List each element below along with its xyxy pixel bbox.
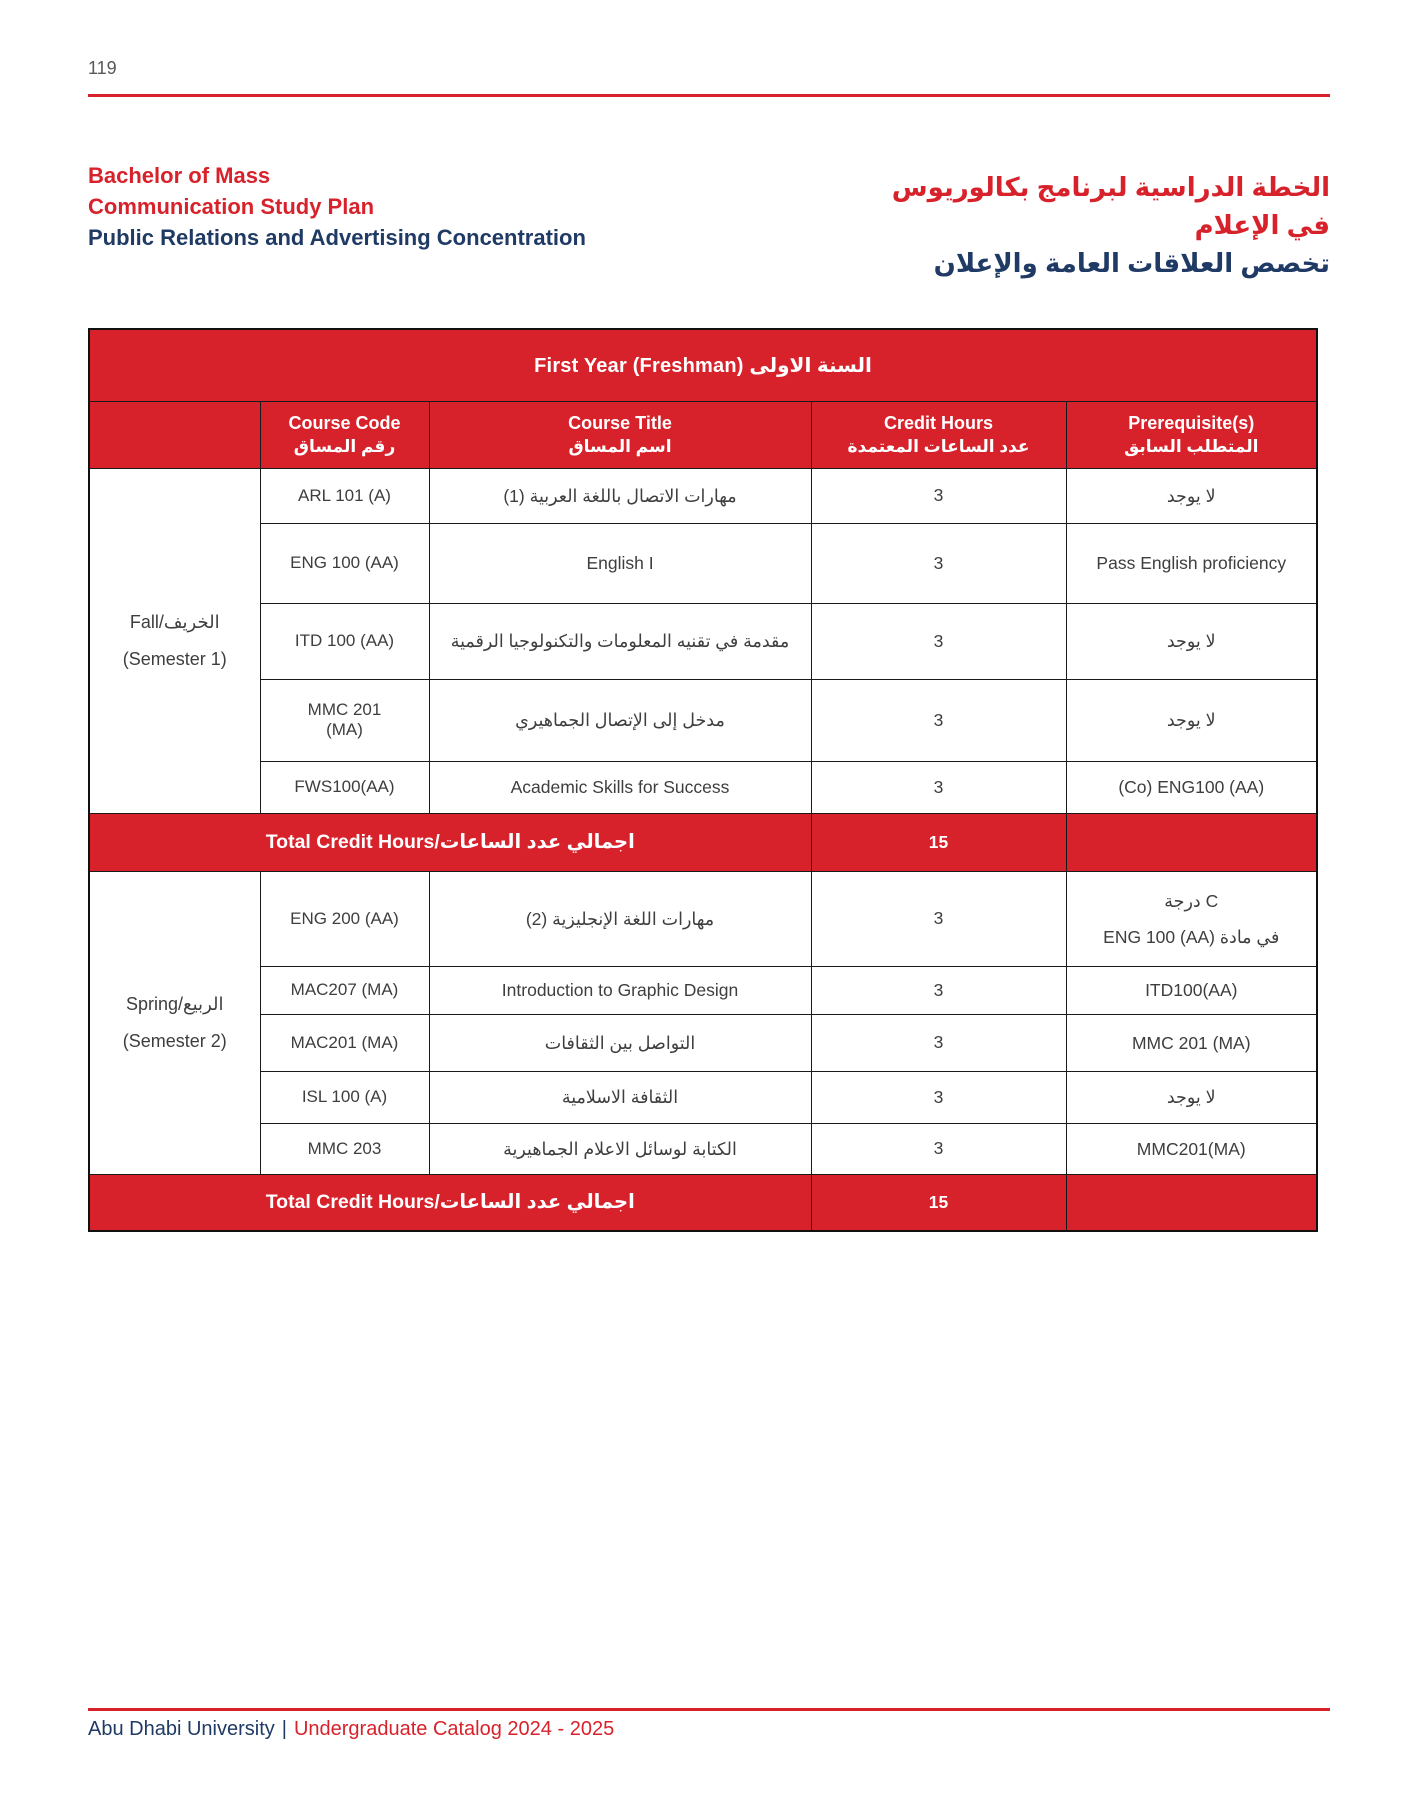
course-code-header-ar: رقم المساق bbox=[293, 436, 396, 456]
course-code-header-en: Course Code bbox=[288, 412, 401, 433]
spring-semester-label: Spring/الربيع bbox=[126, 993, 224, 1014]
course-code: ISL 100 (A) bbox=[260, 1071, 429, 1123]
column-header-prerequisites bbox=[1066, 401, 1317, 468]
course-code bbox=[260, 679, 429, 761]
fall-total-empty-cell bbox=[1066, 813, 1317, 871]
page-footer bbox=[88, 1718, 614, 1741]
table-row bbox=[89, 679, 1317, 761]
course-code-line2: (MA) bbox=[326, 720, 363, 739]
credit-hours: 3 bbox=[811, 679, 1066, 761]
prerequisite: لا يوجد bbox=[1066, 603, 1317, 679]
study-plan-heading-ar bbox=[700, 168, 1330, 282]
prerequisite-line2: في مادة ENG 100 (AA) bbox=[1103, 926, 1280, 947]
spring-total-credits: 15 bbox=[811, 1174, 1066, 1231]
prerequisite: لا يوجد bbox=[1066, 679, 1317, 761]
heading-en-line3: Public Relations and Advertising Concentration bbox=[88, 225, 586, 250]
course-code: MAC201 (MA) bbox=[260, 1014, 429, 1071]
course-title: الكتابة لوسائل الاعلام الجماهيرية bbox=[429, 1123, 811, 1174]
spring-total-label: Total Credit Hours/اجمالي عدد الساعات bbox=[89, 1174, 811, 1231]
course-code: ITD 100 (AA) bbox=[260, 603, 429, 679]
prerequisite bbox=[1066, 871, 1317, 966]
course-title: مهارات اللغة الإنجليزية (2) bbox=[429, 871, 811, 966]
footer-university-name: Abu Dhabi University bbox=[88, 1718, 275, 1740]
credit-hours: 3 bbox=[811, 966, 1066, 1014]
prerequisite: MMC201(MA) bbox=[1066, 1123, 1317, 1174]
footer-divider-rule bbox=[88, 1708, 1330, 1711]
table-row bbox=[89, 1071, 1317, 1123]
study-plan-table bbox=[88, 328, 1318, 1232]
table-row bbox=[89, 523, 1317, 603]
course-code: ENG 100 (AA) bbox=[260, 523, 429, 603]
course-title: التواصل بين الثقافات bbox=[429, 1014, 811, 1071]
credit-hours: 3 bbox=[811, 523, 1066, 603]
course-title-header-en: Course Title bbox=[568, 412, 672, 433]
heading-ar-line3: تخصص العلاقات العامة والإعلان bbox=[933, 248, 1330, 278]
course-title-header-ar: اسم المساق bbox=[568, 436, 672, 456]
heading-ar-line2: في الإعلام bbox=[1194, 210, 1330, 240]
column-header-credit-hours bbox=[811, 401, 1066, 468]
prerequisite: لا يوجد bbox=[1066, 468, 1317, 523]
course-code: ARL 101 (A) bbox=[260, 468, 429, 523]
table-row bbox=[89, 761, 1317, 813]
prerequisite: MMC 201 (MA) bbox=[1066, 1014, 1317, 1071]
fall-total-label: Total Credit Hours/اجمالي عدد الساعات bbox=[89, 813, 811, 871]
course-title: مهارات الاتصال باللغة العربية (1) bbox=[429, 468, 811, 523]
course-code: MMC 203 bbox=[260, 1123, 429, 1174]
credit-hours: 3 bbox=[811, 1014, 1066, 1071]
spring-semester-number: (Semester 2) bbox=[122, 1030, 227, 1051]
column-header-course-title bbox=[429, 401, 811, 468]
credit-hours: 3 bbox=[811, 1123, 1066, 1174]
prerequisites-header-ar: المتطلب السابق bbox=[1124, 436, 1259, 456]
credit-hours: 3 bbox=[811, 1071, 1066, 1123]
table-row bbox=[89, 871, 1317, 966]
credit-hours-header-en: Credit Hours bbox=[883, 412, 993, 433]
course-code: MAC207 (MA) bbox=[260, 966, 429, 1014]
credit-hours: 3 bbox=[811, 468, 1066, 523]
table-title-first-year: First Year (Freshman) السنة الاولى bbox=[89, 329, 1317, 401]
footer-separator: | bbox=[281, 1718, 287, 1740]
course-code: FWS100(AA) bbox=[260, 761, 429, 813]
prerequisite: ITD100(AA) bbox=[1066, 966, 1317, 1014]
table-row bbox=[89, 1014, 1317, 1071]
course-code-line1: MMC 201 bbox=[307, 700, 382, 719]
course-title: Academic Skills for Success bbox=[429, 761, 811, 813]
fall-semester-number: (Semester 1) bbox=[122, 648, 227, 669]
credit-hours: 3 bbox=[811, 871, 1066, 966]
fall-total-credits: 15 bbox=[811, 813, 1066, 871]
course-title: الثقافة الاسلامية bbox=[429, 1071, 811, 1123]
fall-total-row bbox=[89, 813, 1317, 871]
fall-semester-label: Fall/الخريف bbox=[129, 611, 220, 632]
spring-total-row bbox=[89, 1174, 1317, 1231]
heading-en-line2: Communication Study Plan bbox=[88, 194, 375, 219]
top-divider-rule bbox=[88, 94, 1330, 97]
credit-hours: 3 bbox=[811, 761, 1066, 813]
prerequisite: (Co) ENG100 (AA) bbox=[1066, 761, 1317, 813]
credit-hours-header-ar: عدد الساعات المعتمدة bbox=[847, 436, 1030, 456]
semester-cell-fall bbox=[89, 468, 260, 813]
prerequisite: لا يوجد bbox=[1066, 1071, 1317, 1123]
table-row bbox=[89, 603, 1317, 679]
prerequisite-line1: درجة C bbox=[1164, 890, 1219, 911]
column-header-course-code bbox=[260, 401, 429, 468]
prerequisite: Pass English proficiency bbox=[1066, 523, 1317, 603]
footer-catalog-title: Undergraduate Catalog 2024 - 2025 bbox=[293, 1718, 615, 1740]
course-code: ENG 200 (AA) bbox=[260, 871, 429, 966]
spring-total-empty-cell bbox=[1066, 1174, 1317, 1231]
course-title: English I bbox=[429, 523, 811, 603]
prerequisites-header-en: Prerequisite(s) bbox=[1128, 412, 1255, 433]
semester-cell-spring bbox=[89, 871, 260, 1174]
course-title: مقدمة في تقنيه المعلومات والتكنولوجيا الرقمية bbox=[429, 603, 811, 679]
page-number: 119 bbox=[88, 58, 117, 78]
column-header-row bbox=[89, 401, 1317, 468]
column-header-semester-empty bbox=[89, 401, 260, 468]
course-title: Introduction to Graphic Design bbox=[429, 966, 811, 1014]
heading-en-line1: Bachelor of Mass bbox=[88, 163, 271, 188]
study-plan-heading-en bbox=[88, 160, 586, 253]
table-row bbox=[89, 966, 1317, 1014]
credit-hours: 3 bbox=[811, 603, 1066, 679]
heading-ar-line1: الخطة الدراسية لبرنامج بكالوريوس bbox=[891, 172, 1330, 202]
table-row bbox=[89, 1123, 1317, 1174]
course-title: مدخل إلى الإتصال الجماهيري bbox=[429, 679, 811, 761]
table-row bbox=[89, 468, 1317, 523]
